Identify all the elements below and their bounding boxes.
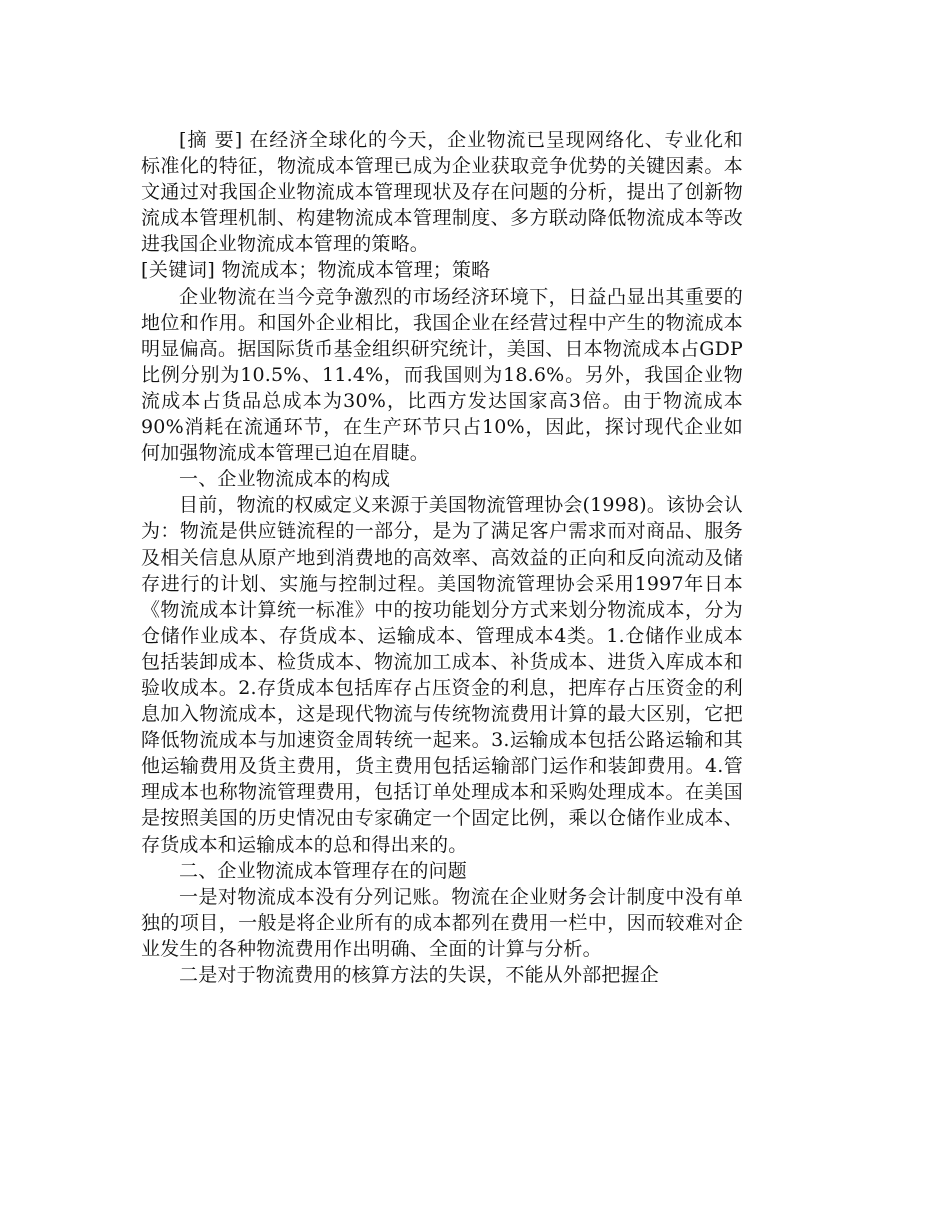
section-2-paragraph-1: 一是对物流成本没有分列记账。物流在企业财务会计制度中没有单独的项目，一般是将企业所有的成本都列在费用一栏中，因而较难对企业发生的各种物流费用作出明确、全面的计算与分析。 — [141, 885, 743, 960]
abstract-label: [摘 要] — [179, 129, 243, 151]
abstract-paragraph — [141, 127, 743, 257]
keywords-paragraph — [141, 257, 743, 283]
abstract-text: 在经济全球化的今天，企业物流已呈现网络化、专业化和标准化的特征，物流成本管理已成为企业获取竞争优势的关键因素。本文通过对我国企业物流成本管理现状及存在问题的分析，提出了创新物流成本管理机制、构建物流成本管理制度、多方联动降低物流成本等改进我国企业物流成本管理的策略。 — [141, 129, 743, 256]
section-2-paragraph-2: 二是对于物流费用的核算方法的失误，不能从外部把握企 — [179, 964, 660, 986]
section-2-heading: 二、企业物流成本管理存在的问题 — [179, 859, 468, 882]
document-page — [141, 127, 743, 988]
keywords-label: [关键词] — [141, 259, 216, 282]
section-1-heading: 一、企业物流成本的构成 — [179, 468, 391, 491]
intro-paragraph: 企业物流在当今竞争激烈的市场经济环境下，日益凸显出其重要的地位和作用。和国外企业相比，我国企业在经营过程中产生的物流成本明显偏高。据国际货币基金组织研究统计，美国、日本物流成本占GDP比例分别为10.5%、11.4%，而我国则为18.6%。另外，我国企业物流成本占货品总成本为30%，比西方发达国家高3倍。由于物流成本90%消耗在流通环节，在生产环节只占10%，因此，探讨现代企业如何加强物流成本管理已迫在眉睫。 — [141, 285, 743, 465]
keywords-text: 物流成本；物流成本管理；策略 — [215, 259, 491, 282]
section-1-body: 目前，物流的权威定义来源于美国物流管理协会(1998)。该协会认为：物流是供应链流程的一部分，是为了满足客户需求而对商品、服务及相关信息从原产地到消费地的高效率、高效益的正向和反向流动及储存进行的计划、实施与控制过程。美国物流管理协会采用1997年日本《物流成本计算统一标准》中的按功能划分方式来划分物流成本，分为仓储作业成本、存货成本、运输成本、管理成本4类。1.仓储作业成本包括装卸成本、检货成本、物流加工成本、补货成本、进货入库成本和验收成本。2.存货成本包括库存占压资金的利息，把库存占压资金的利息加入物流成本，这是现代物流与传统物流费用计算的最大区别，它把降低物流成本与加速资金周转统一起来。3.运输成本包括公路运输和其他运输费用及货主费用，货主费用包括运输部门运作和装卸费用。4.管理成本也称物流管理费用，包括订单处理成本和采购处理成本。在美国是按照美国的历史情况由专家确定一个固定比例，乘以仓储作业成本、存货成本和运输成本的总和得出来的。 — [141, 494, 743, 856]
